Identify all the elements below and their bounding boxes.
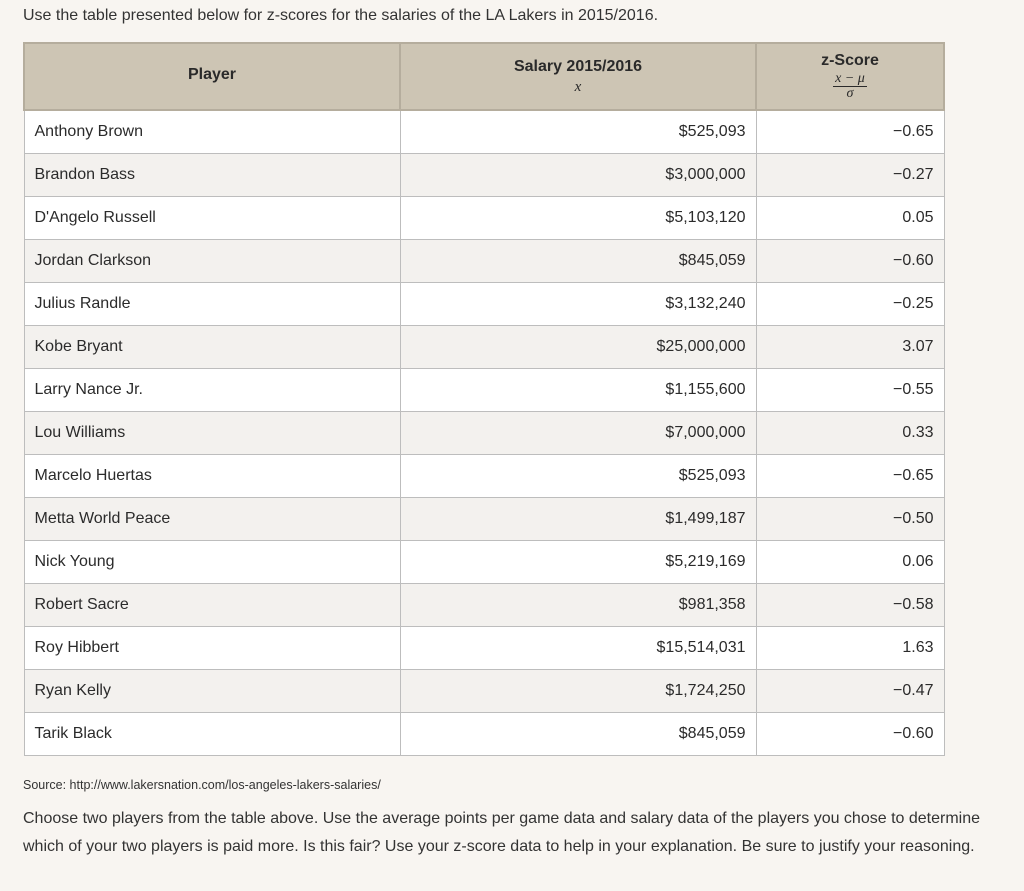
table-row — [24, 412, 944, 455]
header-row — [24, 43, 944, 110]
zscore-formula — [833, 72, 867, 100]
player-cell: Kobe Bryant — [24, 326, 400, 369]
table-row — [24, 154, 944, 197]
player-cell: Tarik Black — [24, 713, 400, 756]
salary-cell: $7,000,000 — [400, 412, 756, 455]
player-cell: Anthony Brown — [24, 110, 400, 154]
salary-cell: $845,059 — [400, 240, 756, 283]
table-row — [24, 283, 944, 326]
player-cell: Nick Young — [24, 541, 400, 584]
player-cell: Jordan Clarkson — [24, 240, 400, 283]
zscore-cell: −0.58 — [756, 584, 944, 627]
zscore-cell: 0.06 — [756, 541, 944, 584]
header-salary-variable: x — [574, 78, 582, 95]
zscore-cell: −0.50 — [756, 498, 944, 541]
table-header — [24, 43, 944, 110]
intro-text: Use the table presented below for z-scores for the salaries of the LA Lakers in 2015/2016. — [23, 7, 659, 24]
player-cell: Ryan Kelly — [24, 670, 400, 713]
question-text: Choose two players from the table above. Use the average points per game data and salary data of the players you chose to determine which of your two players is paid more. Is this fair? Use your z-score data to help in your explanation. Be sure to justify your reasoning. — [23, 810, 981, 855]
zscore-cell: −0.55 — [756, 369, 944, 412]
salary-cell: $3,132,240 — [400, 283, 756, 326]
salary-cell: $15,514,031 — [400, 627, 756, 670]
salary-cell: $3,000,000 — [400, 154, 756, 197]
source-citation: Source: http://www.lakersnation.com/los-angeles-lakers-salaries/ — [23, 778, 381, 792]
salary-cell: $5,103,120 — [400, 197, 756, 240]
table-body — [24, 110, 944, 756]
table-row — [24, 326, 944, 369]
table-row — [24, 455, 944, 498]
zscore-cell: −0.25 — [756, 283, 944, 326]
salary-cell: $1,155,600 — [400, 369, 756, 412]
salary-cell: $981,358 — [400, 584, 756, 627]
table-row — [24, 197, 944, 240]
zscore-cell: 0.05 — [756, 197, 944, 240]
header-zscore-label: z-Score — [821, 51, 879, 69]
player-cell: Roy Hibbert — [24, 627, 400, 670]
zscore-cell: 0.33 — [756, 412, 944, 455]
zscore-cell: −0.27 — [756, 154, 944, 197]
table-row — [24, 584, 944, 627]
player-cell: Robert Sacre — [24, 584, 400, 627]
zscore-cell: −0.60 — [756, 240, 944, 283]
zscore-cell: 1.63 — [756, 627, 944, 670]
player-cell: Metta World Peace — [24, 498, 400, 541]
header-player-label: Player — [187, 65, 237, 83]
table-row — [24, 498, 944, 541]
table-row — [24, 240, 944, 283]
player-cell: Larry Nance Jr. — [24, 369, 400, 412]
player-cell: Brandon Bass — [24, 154, 400, 197]
zscore-formula-numerator: x − μ — [835, 70, 865, 86]
zscore-cell: −0.47 — [756, 670, 944, 713]
zscore-cell: 3.07 — [756, 326, 944, 369]
salary-cell: $845,059 — [400, 713, 756, 756]
salary-table — [23, 42, 945, 756]
salary-cell: $525,093 — [400, 110, 756, 154]
zscore-formula-denominator: σ — [846, 85, 854, 101]
salary-cell: $25,000,000 — [400, 326, 756, 369]
table-row — [24, 627, 944, 670]
player-cell: Julius Randle — [24, 283, 400, 326]
table-row — [24, 713, 944, 756]
header-salary-label: Salary 2015/2016 — [513, 57, 643, 75]
header-player — [24, 43, 400, 110]
player-cell: Marcelo Huertas — [24, 455, 400, 498]
zscore-cell: −0.65 — [756, 455, 944, 498]
zscore-cell: −0.65 — [756, 110, 944, 154]
table-row — [24, 541, 944, 584]
salary-cell: $1,499,187 — [400, 498, 756, 541]
player-cell: Lou Williams — [24, 412, 400, 455]
salary-cell: $5,219,169 — [400, 541, 756, 584]
table-row — [24, 369, 944, 412]
table-row — [24, 670, 944, 713]
zscore-cell: −0.60 — [756, 713, 944, 756]
salary-cell: $525,093 — [400, 455, 756, 498]
header-zscore — [756, 43, 944, 110]
player-cell: D'Angelo Russell — [24, 197, 400, 240]
table-row — [24, 110, 944, 154]
salary-cell: $1,724,250 — [400, 670, 756, 713]
header-salary — [400, 43, 756, 110]
